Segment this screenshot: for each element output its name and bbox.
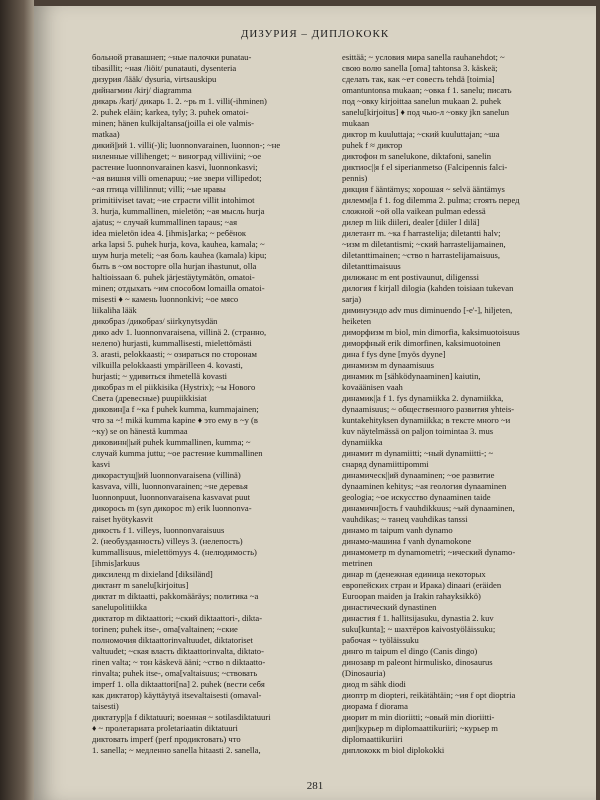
entry-line: динамит m dynamiitti; ~ный dynamiitti-; ~: [342, 448, 494, 458]
entry-line: быть в ~ом восторге olla hurjan ihastunut, olla: [92, 261, 257, 271]
entry-line: kummallisuus, mielettömyys 4. (нелюдимость): [92, 547, 257, 557]
entry-line: дикорось m (syn дикорос m) erik luonnonva-: [92, 503, 252, 513]
entry-line: mukaan: [342, 118, 370, 128]
entry-line: raiset hyötykasvit: [92, 514, 153, 524]
entry-line: дилемм||а f 1. fog dilemma 2. pulma; стоять перед: [342, 195, 520, 205]
entry-line: диморфный erik dimorfinen, kaksimuotoinen: [342, 338, 501, 348]
entry-line: kuntakehityksen dynamiikka; в тексте много ~и: [342, 415, 511, 425]
entry-line: Euroopan maiden ja Irakin rahayksikkö): [342, 591, 481, 601]
entry-line: 2. puhek eläin; karkea, tyly; 3. puhek omatoi-: [92, 107, 249, 117]
entry-line: primitiiviset tavat; ~ие страсти villit intohimot: [92, 195, 255, 205]
entry-line: сделать так, как ~ет совесть tehdä [toimia]: [342, 74, 495, 84]
page-number: 281: [306, 780, 324, 792]
entry-line: диковинн||ый puhek kummallinen, kumma; ~: [92, 437, 251, 447]
entry-line: minen; отдыхать ~им способом lomailla omatoi-: [92, 283, 265, 293]
entry-line: sarja): [342, 294, 362, 304]
entry-line: диорит m min dioriitti; ~овый min dioriitti-: [342, 712, 495, 722]
entry-line: динозавр m paleont hirmulisko, dinosaurus: [342, 657, 493, 667]
entry-line: minen; hänen kulkijaltansa(joilla ei ole valmis-: [92, 118, 255, 128]
entry-line: heiketen: [342, 316, 372, 326]
entry-line: Света (древесные) puupiikkisiat: [92, 393, 207, 403]
entry-line: ~изм m diletantismi; ~ский harrastelijamainen,: [342, 239, 506, 249]
entry-line: vauhdikas; ~ танец vauhdikas tanssi: [342, 514, 468, 524]
entry-line: kasvi: [92, 459, 111, 469]
entry-line: больной ртавашнеп; ~ные палочки punatau-: [92, 52, 252, 62]
entry-line: arka lapsi 5. puhek hurja, kova, kauhea, kamala; ~: [92, 239, 265, 249]
entry-line: suku[kunta]; ~ шахтёров kaivostyöläissuku;: [342, 624, 496, 634]
entry-line: kovaäänisen vaah: [342, 382, 403, 392]
entry-line: liikaliha lääk: [92, 305, 137, 315]
entry-line: шум hurja meteli; ~ая боль kauhea (kamala) kipu;: [92, 250, 267, 260]
entry-line: диктатор m diktaattori; ~ский diktaattori-, dikta-: [92, 613, 263, 623]
entry-line: hurjasti; ~ удивиться ihmetellä kovasti: [92, 371, 228, 381]
entry-line: дикобраз m el piikkisika (Hystrix); ~ы Нового: [92, 382, 256, 392]
entry-line: динар m (денежная единица некоторых: [342, 569, 486, 579]
text-columns: [92, 52, 574, 772]
entry-line: динамизм m dynaamisuus: [342, 360, 434, 370]
entry-line: случай kumma juttu; ~ое растение kummallinen: [92, 448, 263, 458]
dictionary-page: [34, 6, 596, 800]
entry-line: matkaa): [92, 129, 120, 139]
entry-line: нелепо) hurjasti, kummallisesti, mielettömästi: [92, 338, 252, 348]
entry-line: дико adv 1. luonnonvaraisena, villinä 2. (странно,: [92, 327, 267, 337]
entry-line: снаряд dynamiittipommi: [342, 459, 429, 469]
entry-line: динамик||а f 1. fys dynamiikka 2. dynamiikka,: [342, 393, 504, 403]
entry-line: ajatus; ~ случай kummallinen tapaus; ~ая: [92, 217, 238, 227]
entry-line: ~ая вишня villi omenapuu; ~ие звери villipedot;: [92, 173, 262, 183]
entry-line: как диктатор) käyttäytyä itsevaltaisesti (omaval-: [92, 690, 262, 700]
entry-line: дилогия f kirjall dilogia (kahden toisiaan tukevan: [342, 283, 514, 293]
entry-line: sanelu[kirjoitus] ♦ под чью-л ~овку jkn sanelun: [342, 107, 510, 117]
right-column: [342, 52, 574, 772]
entry-line: ~ая птица villilinnut; villi; ~ые нравы: [92, 184, 226, 194]
entry-line: дилер m liik diileri, dealer [diiler l dilä]: [342, 217, 480, 227]
entry-line: rinvalta; puhek itse-, oma[valtaisuus; ~ствовать: [92, 668, 258, 678]
entry-line: pennis): [342, 173, 368, 183]
entry-line: ниленные villihenget; ~ виноград villiviini; ~ое: [92, 151, 262, 161]
entry-line: luonnonpuut, luonnonvaraisena kasvavat puut: [92, 492, 250, 502]
entry-line: дикарь /karj/ дикарь 1. 2. ~рь m 1. villi(-ihminen): [92, 96, 267, 106]
entry-line: дилетант m. ~ка f harrastelija; diletantti halv;: [342, 228, 501, 238]
entry-line: свою волю sanella [oma] tahtonsa 3. käskeä;: [342, 63, 498, 73]
entry-line: дина f fys dyne [myös dyyne]: [342, 349, 446, 359]
entry-line: диктант m sanelu[kirjoitus]: [92, 580, 189, 590]
entry-line: динго m taipum el dingo (Canis dingo): [342, 646, 478, 656]
entry-line: дикобраз /дикобраз/ siirkynytsydän: [92, 316, 218, 326]
entry-line: дип||курьер m diplomaattikuriiri; ~курьер m: [342, 723, 498, 733]
entry-line: 2. (необузданность) villeys 3. (нелепость): [92, 536, 243, 546]
entry-line: динамо m taipum vanh dynamo: [342, 525, 453, 535]
entry-line: idea mieletön idea 4. [ihmis]arka; ~ ребёнок: [92, 228, 247, 238]
entry-line: dynaaminen kehitys; ~ая геология dynaaminen: [342, 481, 507, 491]
entry-line: дикий||ий 1. villi(-)li; luonnonvarainen, luonnon-; ~не: [92, 140, 281, 150]
entry-line: диковин||а f ~ка f puhek kumma, kummajainen;: [92, 404, 259, 414]
entry-line: диктофон m sanelukone, diktafoni, sanelin: [342, 151, 492, 161]
entry-line: рабочая ~ työläissuku: [342, 635, 419, 645]
entry-line: 1. sanella; ~ медленно sanella hitaasti 2. sanella,: [92, 745, 261, 755]
entry-line: tibasillit; ~ная /liöit/ punatauti, dysenteria: [92, 63, 237, 73]
entry-line: diplomaattikuriiri: [342, 734, 403, 744]
entry-line: dynamiikka: [342, 437, 383, 447]
entry-line: dynaamisuus; ~ общественного развития yhteis-: [342, 404, 515, 414]
entry-line: diletanttimaisuus: [342, 261, 401, 271]
left-column: [92, 52, 324, 772]
entry-line: диминуэндо adv mus diminuendo [-e'-], hiljeten,: [342, 305, 513, 315]
entry-line: диод m sähk diodi: [342, 679, 406, 689]
entry-line: [ihmis]arkuus: [92, 558, 140, 568]
entry-line: диктат m diktaatti, pakkomääräys; политика ~а: [92, 591, 259, 601]
entry-line: imperf 1. olla diktaattori[na] 2. puhek (вести себя: [92, 679, 265, 689]
entry-line: диктовать imperf (perf продиктовать) что: [92, 734, 241, 744]
entry-line: taisesti): [92, 701, 119, 711]
entry-line: дикость f 1. villeys, luonnonvaraisuus: [92, 525, 225, 535]
entry-line: дийнагмин /kirj/ diagramma: [92, 85, 192, 95]
entry-line: ♦ ~ пролетариата proletariaatin diktatuuri: [92, 723, 238, 733]
entry-line: динамическ||ий dynaaminen; ~ое развитие: [342, 470, 495, 480]
entry-line: растение luonnonvarainen kasvi, luonnonkasvi;: [92, 162, 258, 172]
entry-line: valtuudet; ~ская власть diktaattorinvalta, diktato-: [92, 646, 264, 656]
entry-line: misesti ♦ ~ камень luonnonkivi; ~ое мясо: [92, 294, 239, 304]
entry-line: диморфизм m biol, min dimorfia, kaksimuotoisuus: [342, 327, 520, 337]
entry-line: kuv näytelmässä on paljon toimintaa 3. mus: [342, 426, 494, 436]
entry-line: geologia; ~ое искусство dynaaminen taide: [342, 492, 491, 502]
entry-line: динамик m [sähködynaaminen] kaiutin,: [342, 371, 481, 381]
entry-line: динамо-машина f vanh dynamokone: [342, 536, 472, 546]
entry-line: vilkuilla pelokkaasti ympärilleen 4. kovasti,: [92, 360, 243, 370]
entry-line: metrinen: [342, 558, 373, 568]
entry-line: динамичн||ость f vauhdikkuus; ~ый dynaaminen,: [342, 503, 515, 513]
entry-line: дикорастущ||ий luonnonvaraisena (villinä): [92, 470, 241, 480]
entry-line: puhek f ≈ диктор: [342, 140, 403, 150]
entry-line: диктор m kuuluttaja; ~ский kuuluttajan; ~ша: [342, 129, 500, 139]
entry-line: сложной ~ой olla vaikean pulman edessä: [342, 206, 486, 216]
entry-line: (Dinosauria): [342, 668, 386, 678]
entry-line: diletanttimainen; ~ство n harrastelijamaisuus,: [342, 250, 500, 260]
entry-line: под ~овку kirjoittaa sanelun mukaan 2. puhek: [342, 96, 502, 106]
entry-line: kasvava, villi, luonnonvarainen; ~не деревья: [92, 481, 248, 491]
entry-line: torinen; puhek itse-, oma[valtainen; ~ские: [92, 624, 238, 634]
entry-line: haltioissaan 6. puhek järjestäytymätön, omatoi-: [92, 272, 255, 282]
entry-line: ~ку) se on hänestä kummaa: [92, 426, 188, 436]
entry-line: дилижанс m ent postivaunut, diligenssi: [342, 272, 479, 282]
entry-line: полномочия diktaattorinvaltuudet, diktatoriset: [92, 635, 253, 645]
running-header: ДИЗУРИЯ – ДИПЛОКОКК: [240, 28, 390, 40]
entry-line: диорама f diorama: [342, 701, 408, 711]
entry-line: динамометр m dynamometri; ~ический dynamo-: [342, 547, 516, 557]
entry-line: диктатур||а f diktatuuri; военная ~ sotilasdiktatuuri: [92, 712, 271, 722]
entry-line: sanelupolitiikka: [92, 602, 147, 612]
entry-line: omantuntonsa mukaan; ~овка f 1. sanelu; писать: [342, 85, 512, 95]
entry-line: диксиленд m dixieland [diksiländ]: [92, 569, 213, 579]
entry-line: дикция f ääntämys; хорошая ~ selvä ääntämys: [342, 184, 505, 194]
entry-line: диплококк m biol diplokokki: [342, 745, 445, 755]
entry-line: диоптр m diopteri, reikätähtäin; ~ия f opt dioptria: [342, 690, 516, 700]
entry-line: rinen valta; ~ тон käskevä ääni; ~ство n diktaatto-: [92, 657, 266, 667]
entry-line: что за ~! mikä kumma kapine ♦ это ему в ~у (в: [92, 415, 258, 425]
entry-line: европейских стран и Ирака) dinaari (eräiden: [342, 580, 502, 590]
entry-line: 3. hurja, kummallinen, mieletön; ~ая мысль hurja: [92, 206, 265, 216]
entry-line: династия f 1. hallitsijasuku, dynastia 2. kuv: [342, 613, 494, 623]
book-gutter-left: [0, 0, 34, 800]
entry-line: дизурия /lääk/ dysuria, virtsauskipu: [92, 74, 217, 84]
entry-line: диктиос||я f el siperianmetso (Falcipennis falci-: [342, 162, 508, 172]
entry-line: esittää; ~ условия мира sanella rauhanehdot; ~: [342, 52, 505, 62]
entry-line: 3. arasti, pelokkaasti; ~ озираться по сторонам: [92, 349, 257, 359]
entry-line: династический dynastinen: [342, 602, 437, 612]
